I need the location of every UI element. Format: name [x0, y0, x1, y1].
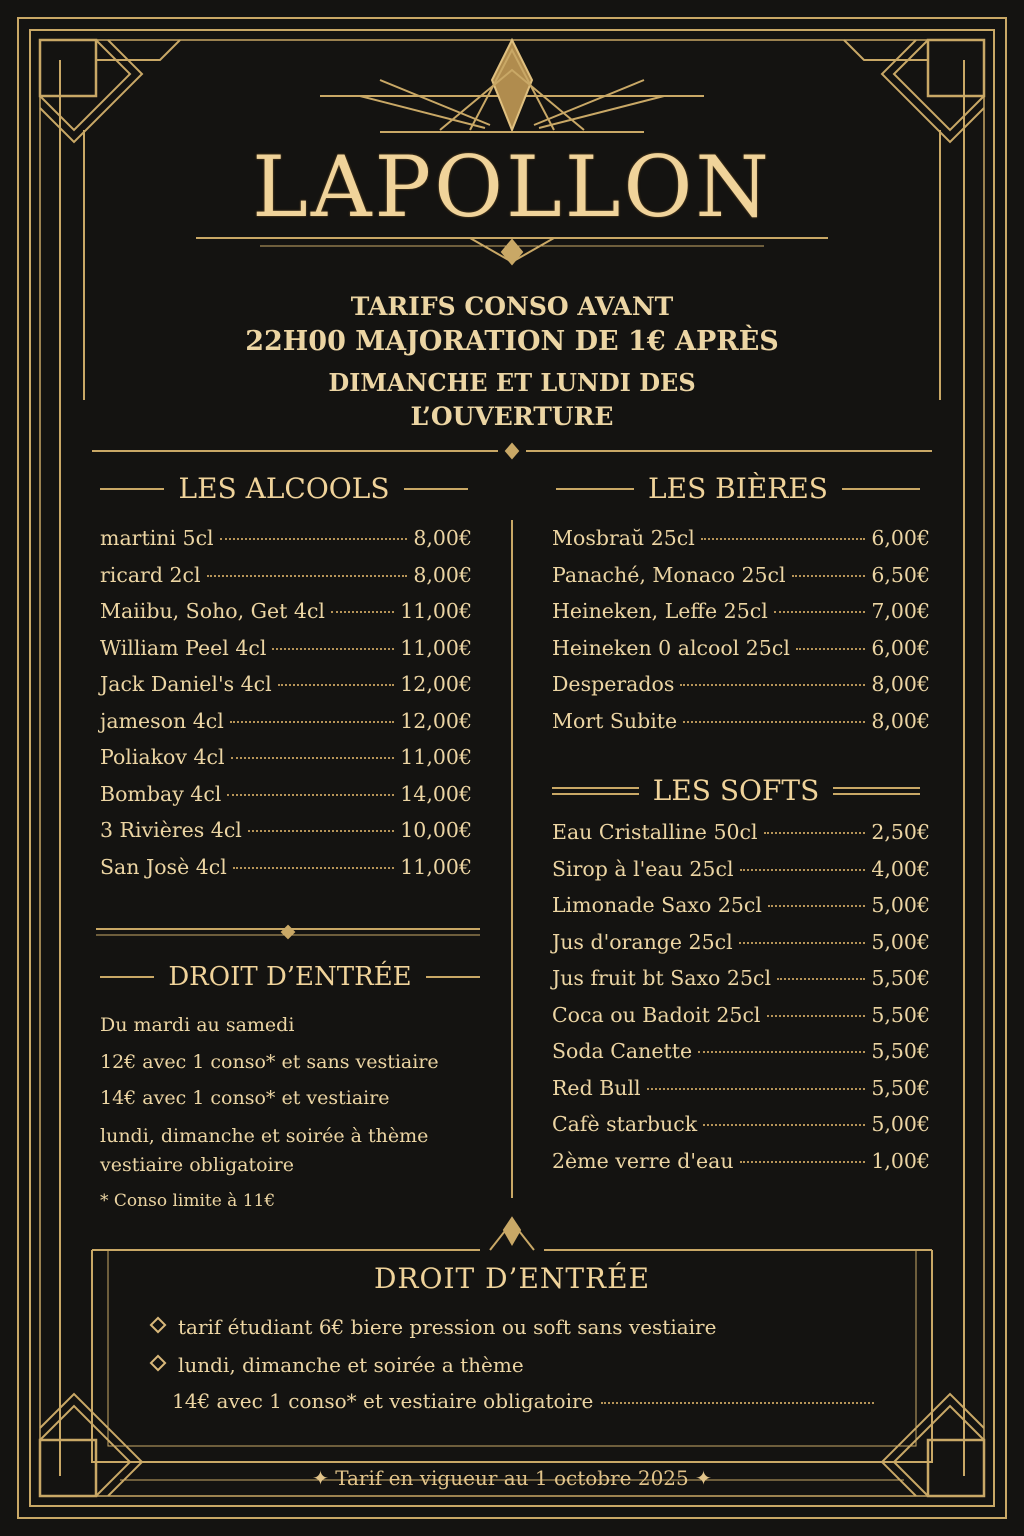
item-price: 2,50€: [871, 820, 930, 844]
item-price: 6,00€: [871, 635, 930, 660]
item-price: 5,00€: [871, 929, 930, 954]
entree-line-3: 14€ avec 1 conso* et vestiaire: [100, 1087, 390, 1109]
list-item: [100, 818, 472, 855]
alcools-list: [100, 526, 472, 891]
item-name: Panaché, Monaco 25cl: [552, 562, 786, 587]
heading-label: LES BIÈRES: [648, 472, 828, 505]
heading-rule: [842, 488, 920, 490]
dotted-leader: [740, 1161, 866, 1163]
list-item: [552, 526, 930, 563]
item-price: 4,00€: [871, 856, 930, 881]
footer-validity: [0, 1466, 1024, 1490]
dotted-leader: [796, 648, 865, 650]
item-name: Jus fruit bt Saxo 25cl: [552, 966, 772, 990]
dotted-leader: [272, 648, 394, 650]
bullet-text: lundi, dimanche et soirée a thème: [178, 1353, 524, 1377]
item-name: 2ème verre d'eau: [552, 1148, 734, 1173]
pricing-note-line-3: DIMANCHE ET LUNDI DES: [328, 368, 696, 397]
item-price: 11,00€: [400, 599, 472, 623]
section-heading-alcools: [100, 472, 468, 505]
item-name: Jus d'orange 25cl: [552, 929, 733, 954]
item-price: 14,00€: [400, 781, 472, 806]
item-price: 8,00€: [413, 526, 472, 550]
list-item: [552, 1112, 930, 1149]
pricing-note-line-2: 22H00 MAJORATION DE 1€ APRÈS: [245, 326, 779, 357]
list-item: [100, 782, 472, 819]
item-price: 11,00€: [400, 635, 472, 660]
list-item: [100, 709, 472, 746]
item-price: 8,00€: [413, 562, 472, 587]
dotted-leader: [231, 757, 395, 759]
heading-rule: [404, 488, 468, 490]
heading-rule: [426, 976, 480, 978]
dotted-leader: [739, 942, 866, 944]
item-price: 10,00€: [400, 818, 472, 842]
item-price: 5,50€: [871, 1039, 930, 1063]
dotted-leader: [220, 538, 408, 540]
item-price: 12,00€: [400, 672, 472, 696]
item-price: 8,00€: [871, 708, 930, 733]
list-item: [100, 636, 472, 673]
heading-rule: [100, 976, 154, 978]
bottom-line-3: [172, 1389, 874, 1413]
item-name: San Josè 4cl: [100, 854, 227, 879]
item-name: Heineken, Leffe 25cl: [552, 599, 768, 623]
diamond-bullet-icon: [150, 1317, 167, 1334]
item-name: Bombay 4cl: [100, 781, 222, 806]
item-name: Red Bull: [552, 1075, 641, 1100]
list-item: [552, 857, 930, 894]
item-name: Poliakov 4cl: [100, 745, 225, 769]
dotted-leader: [683, 721, 865, 723]
section-heading-softs: [552, 774, 920, 807]
item-name: martini 5cl: [100, 526, 214, 550]
item-price: 5,50€: [871, 1075, 930, 1100]
list-item: [100, 563, 472, 600]
bottom-bullet-2: [152, 1353, 524, 1377]
pricing-note-line-4: L’OUVERTURE: [410, 402, 614, 431]
heading-label: DROIT D’ENTRÉE: [168, 962, 412, 992]
list-item: [552, 930, 930, 967]
dotted-leader: [248, 830, 394, 832]
section-heading-bieres: [556, 472, 920, 505]
item-price: 6,50€: [871, 562, 930, 587]
item-name: Cafè starbuck: [552, 1112, 698, 1136]
list-item: [552, 599, 930, 636]
list-item: [552, 966, 930, 1003]
list-item: [552, 709, 930, 746]
item-name: ricard 2cl: [100, 562, 201, 587]
entree-line-5: vestiaire obligatoire: [100, 1154, 294, 1176]
item-price: 5,00€: [871, 1112, 930, 1136]
item-price: 11,00€: [400, 745, 472, 769]
section-heading-droit-entree: [100, 962, 480, 992]
list-item: [100, 599, 472, 636]
bottom-heading: DROIT D’ENTRÉE: [373, 1262, 651, 1295]
item-name: Limonade Saxo 25cl: [552, 893, 762, 917]
heading-rule: [833, 787, 920, 795]
dotted-leader: [647, 1088, 866, 1090]
item-name: Mort Subite: [552, 708, 678, 733]
item-price: 12,00€: [400, 708, 472, 733]
dotted-leader: [601, 1402, 874, 1404]
bottom-bullet-1: [152, 1315, 716, 1339]
entree-line-4: lundi, dimanche et soirée à thème: [100, 1125, 429, 1147]
heading-label: LES ALCOOLS: [178, 472, 390, 505]
list-item: [552, 563, 930, 600]
item-price: 7,00€: [871, 599, 930, 623]
item-name: jameson 4cl: [100, 708, 224, 733]
dotted-leader: [207, 575, 408, 577]
dotted-leader: [227, 794, 394, 796]
item-name: Heineken 0 alcool 25cl: [552, 635, 790, 660]
item-name: Eau Cristalline 50cl: [552, 820, 758, 844]
list-item: [100, 672, 472, 709]
item-price: 8,00€: [871, 672, 930, 696]
pricing-note-line-1: TARIFS CONSO AVANT: [350, 292, 674, 321]
item-price: 6,00€: [871, 526, 930, 550]
footer-text: Tarif en vigueur au 1 octobre 2025: [335, 1466, 689, 1490]
dotted-leader: [701, 538, 865, 540]
item-price: 5,50€: [871, 966, 930, 990]
list-item: [552, 893, 930, 930]
item-price: 5,50€: [871, 1002, 930, 1027]
dotted-leader: [680, 684, 865, 686]
diamond-icon: ✦: [312, 1466, 336, 1490]
entree-line-2: 12€ avec 1 conso* et sans vestiaire: [100, 1051, 439, 1073]
list-item: [552, 672, 930, 709]
dotted-leader: [768, 905, 865, 907]
list-item: [552, 636, 930, 673]
dotted-leader: [230, 721, 394, 723]
bullet-text: tarif étudiant 6€ biere pression ou soft sans vestiaire: [178, 1315, 717, 1339]
diamond-bullet-icon: [150, 1355, 167, 1372]
item-name: 3 Rivières 4cl: [100, 818, 242, 842]
item-name: Jack Daniel's 4cl: [100, 672, 272, 696]
item-price: 5,00€: [871, 893, 930, 917]
item-price: 11,00€: [400, 854, 472, 879]
diamond-icon: ✦: [688, 1466, 712, 1490]
dotted-leader: [331, 611, 394, 613]
item-name: Mosbraŭ 25cl: [552, 526, 695, 550]
item-name: Desperados: [552, 672, 675, 696]
list-item: [100, 855, 472, 892]
item-name: Maiibu, Soho, Get 4cl: [100, 599, 325, 623]
item-name: Sirop à l'eau 25cl: [552, 856, 734, 881]
dotted-leader: [767, 1015, 866, 1017]
bottom-line-3-text: 14€ avec 1 conso* et vestiaire obligatoire: [172, 1389, 594, 1413]
item-name: William Peel 4cl: [100, 635, 267, 660]
dotted-leader: [764, 832, 866, 834]
dotted-leader: [740, 869, 866, 871]
entree-note: * Conso limite à 11€: [100, 1191, 276, 1211]
heading-rule: [556, 488, 634, 490]
softs-list: [552, 820, 930, 1185]
dotted-leader: [774, 611, 866, 613]
item-name: Soda Canette: [552, 1039, 693, 1063]
dotted-leader: [278, 684, 395, 686]
entree-line-1: Du mardi au samedi: [100, 1014, 295, 1036]
list-item: [552, 1076, 930, 1113]
dotted-leader: [777, 978, 865, 980]
item-price: 1,00€: [871, 1148, 930, 1173]
list-item: [552, 1149, 930, 1186]
list-item: [100, 745, 472, 782]
list-item: [552, 820, 930, 857]
dotted-leader: [703, 1124, 865, 1126]
list-item: [552, 1039, 930, 1076]
dotted-leader: [698, 1051, 865, 1053]
heading-rule: [100, 488, 164, 490]
heading-label: LES SOFTS: [652, 774, 820, 807]
bieres-list: [552, 526, 930, 745]
list-item: [100, 526, 472, 563]
heading-rule: [552, 787, 639, 795]
dotted-leader: [792, 575, 866, 577]
page-title: LAPOLLON: [252, 138, 772, 236]
list-item: [552, 1003, 930, 1040]
item-name: Coca ou Badoit 25cl: [552, 1002, 761, 1027]
dotted-leader: [233, 867, 394, 869]
